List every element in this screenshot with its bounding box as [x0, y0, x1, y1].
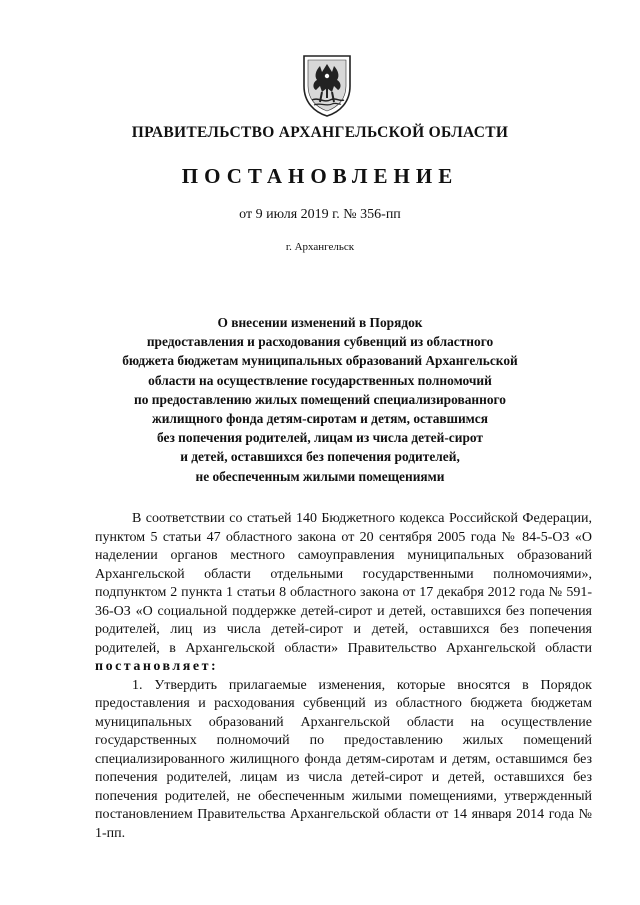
heading-line: по предоставлению жилых помещений специализированного	[134, 391, 506, 407]
heading-line: жилищного фонда детям-сиротам и детям, оставшимся	[151, 411, 488, 427]
document-city: г. Архангельск	[285, 241, 355, 253]
preamble-text: В соответствии со статьей 140 Бюджетного кодекса Российской Федерации, пунктом 5 статьи 47 областного закона от 20 сентября 2005 года № 84-5-ОЗ «О наделении органов местного самоуправления муниципальных образований Архангельской области отдельными государственными полномочиями», подпунктом 2 пункта 1 статьи 8 областного закона от 17 декабря 2012 года № 591-36-ОЗ «О социальной поддержке детей-сирот и детей, оставшихся без попечения родителей, лиц из числа детей-сирот и детей, оставшихся без попечения родителей, в Архангельской области» Правительство Архангельской области	[95, 511, 592, 656]
document-type: ПОСТАНОВЛЕНИЕ	[181, 164, 459, 188]
coat-of-arms-icon	[298, 52, 356, 118]
government-name: ПРАВИТЕЛЬСТВО АРХАНГЕЛЬСКОЙ ОБЛАСТИ	[131, 124, 509, 141]
heading-line: области на осуществление государственных полномочий	[148, 372, 492, 388]
heading-line: не обеспеченным жилыми помещениями	[195, 468, 445, 484]
heading-line: и детей, оставшихся без попечения родителей,	[180, 449, 460, 465]
resolves-word: постановляет	[95, 659, 211, 674]
resolves-colon: :	[210, 659, 216, 674]
preamble-paragraph	[95, 510, 592, 677]
heading-line: предоставления и расходования субвенций из областного	[146, 334, 494, 350]
item-1-paragraph: 1. Утвердить прилагаемые изменения, которые вносятся в Порядок предоставления и расходования субвенций из областного бюджета бюджетам муниципальных образований Архангельской области на осуществление государственных полномочий по предоставлению жилых помещений специализированного жилищного фонда детям-сиротам и детям, оставшимся без попечения родителей, лицам из числа детей-сирот и детей, оставшихся без попечения родителей, не обеспеченным жилыми помещениями, утвержденный постановлением Правительства Архангельской области от 14 января 2014 года № 1-пп.	[95, 677, 592, 841]
heading-line: О внесении изменений в Порядок	[217, 315, 423, 330]
document-heading	[100, 313, 540, 486]
document-date-number: от 9 июля 2019 г. № 356-пп	[239, 207, 401, 222]
document-body	[95, 510, 592, 843]
heading-line: бюджета бюджетам муниципальных образований Архангельской	[122, 353, 518, 369]
heading-line: без попечения родителей, лицам из числа детей-сирот	[156, 430, 483, 446]
